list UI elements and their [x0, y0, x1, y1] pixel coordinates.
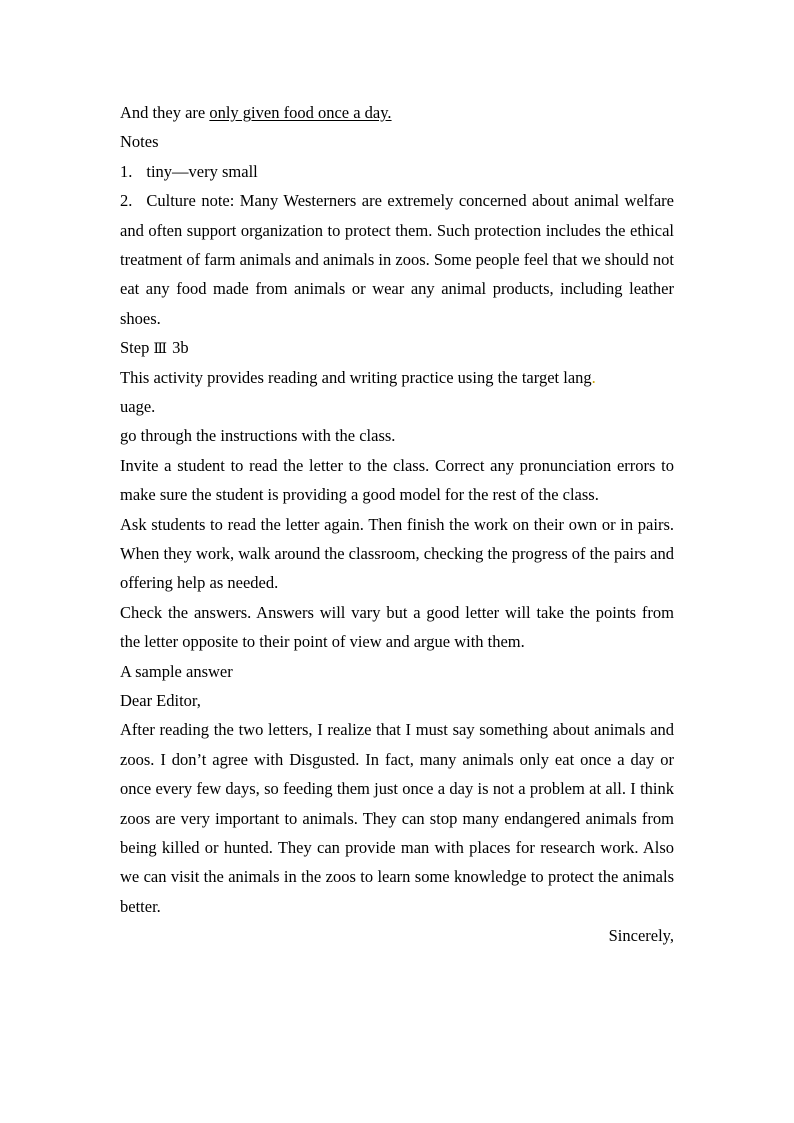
letter-body: After reading the two letters, I realize that I must say something about animals and zoos. I don’t agree with Disgusted. In fact, many animals only eat once a day or once every few days, so feeding them just once a day is not a problem at all. I think zoos are very important to animals. They can stop many endangered animals from being killed or hunted. They can provide man with places for research work. Also we can visit the animals in the zoos to learn some knowledge to protect the animals better. [120, 720, 674, 916]
decorative-dot: . [591, 367, 596, 387]
sample-answer-heading: A sample answer [120, 661, 233, 681]
notes-heading: Notes [120, 132, 159, 152]
instruction-3: Ask students to read the letter again. Then finish the work on their own or in pairs. When they work, walk around the classroom, checking the progress of the pairs and offering help as needed. [120, 514, 674, 593]
step-heading [120, 333, 674, 362]
opening-line [120, 98, 674, 127]
instruction-2: Invite a student to read the letter to the class. Correct any pronunciation errors to make sure the student is providing a good model for the rest of the class. [120, 455, 674, 505]
note-1 [120, 157, 674, 186]
letter-closing: Sincerely, [608, 926, 674, 946]
note-2-number: 2. [120, 191, 133, 211]
letter-salutation: Dear Editor, [120, 691, 201, 710]
opening-line-prefix: And they are [120, 103, 210, 122]
instruction-4: Check the answers. Answers will vary but a good letter will take the points from the letter opposite to their point of view and argue with them. [120, 602, 674, 652]
activity-description-line-1 [120, 363, 674, 392]
step-label: Step [120, 338, 150, 358]
activity-description-text-1: This activity provides reading and writing practice using the target lang [120, 367, 592, 387]
note-2 [120, 186, 674, 333]
note-1-number: 1. [120, 161, 133, 181]
note-1-text: tiny—very small [146, 161, 258, 181]
instruction-1: go through the instructions with the class. [120, 426, 396, 446]
document-page [120, 98, 674, 951]
activity-description-line-2: uage. [120, 396, 156, 416]
note-2-text: Culture note: Many Westerners are extremely concerned about animal welfare and often support organization to protect them. Such protection includes the ethical treatment of farm animals and animals in zoos. Some people feel that we should not eat any food made from animals or wear any animal products, including leather shoes. [120, 191, 674, 328]
step-code: 3b [172, 338, 189, 358]
step-roman-numeral: Ⅲ [153, 341, 168, 358]
opening-line-underlined-text: only given food once a day. [209, 103, 392, 122]
